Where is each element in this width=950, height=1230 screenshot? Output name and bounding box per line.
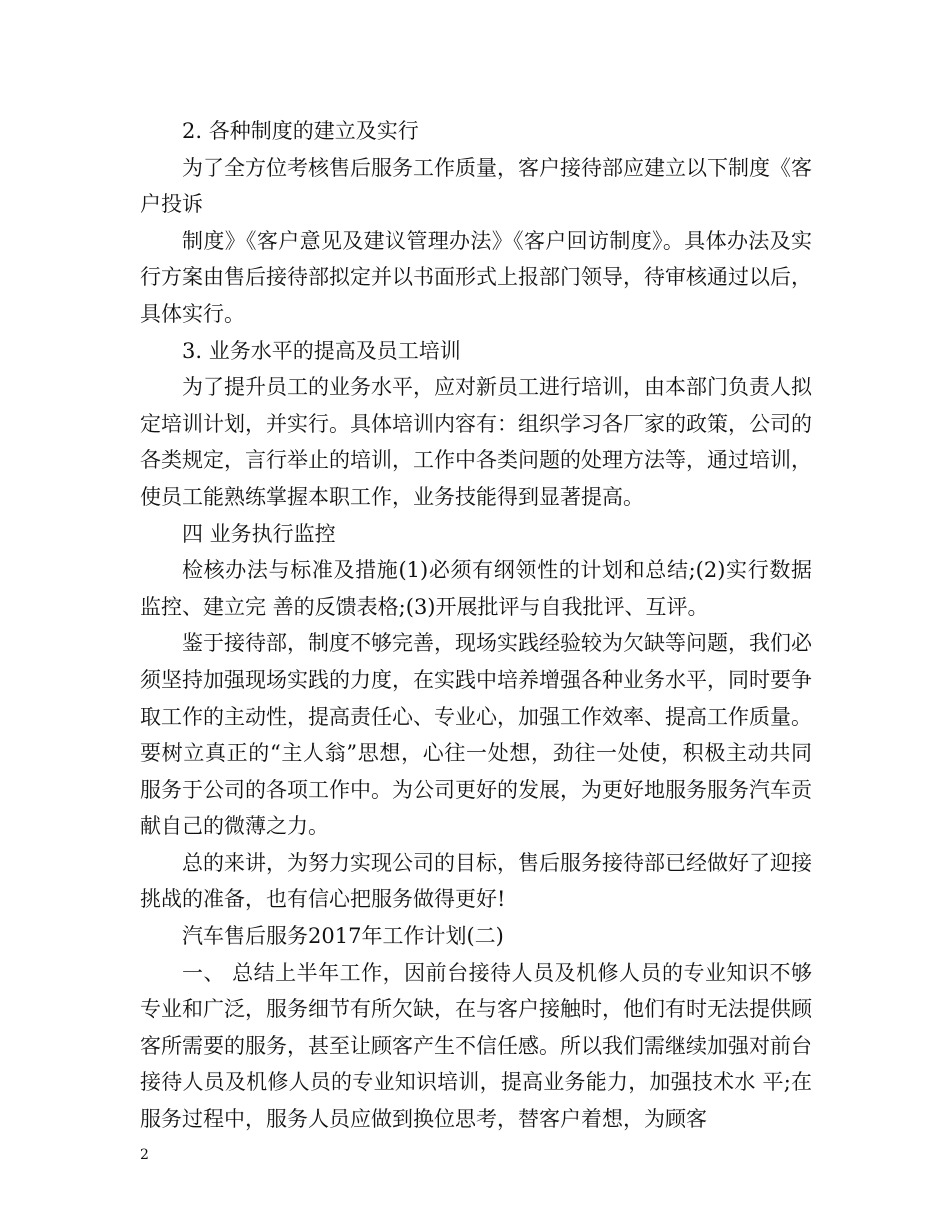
paragraph-first-half-summary: 一、 总结上半年工作，因前台接待人员及机修人员的专业知识不够专业和广泛，服务细节有所欠缺，在与客户接触时，他们有时无法提供顾客所需要的服务，甚至让顾客产生不信任感。所以我们需继续加强对前台接待人员及机修人员的专业知识培训，提高业务能力，加强技术水 平;在服务过程中，服务人员应做到换位思考，替客户着想，为顾客 bbox=[140, 960, 812, 1132]
section-heading-plan-two: 汽车售后服务2017年工作计划(二) bbox=[182, 924, 504, 949]
paragraph-institutions-intro: 为了全方位考核售后服务工作质量，客户接待部应建立以下制度《客户投诉 bbox=[140, 155, 812, 217]
paragraph-conclusion: 总的来讲，为努力实现公司的目标，售后服务接待部已经做好了迎接挑战的准备，也有信心把服务做得更好! bbox=[140, 850, 812, 912]
section-heading-training: 3. 业务水平的提高及员工培训 bbox=[182, 338, 461, 363]
document-body bbox=[140, 113, 812, 1138]
section-heading-monitoring: 四 业务执行监控 bbox=[182, 521, 336, 546]
page-number: 2 bbox=[140, 1147, 149, 1163]
paragraph-monitoring-methods: 检核办法与标准及措施(1)必须有纲领性的计划和总结;(2)实行数据监控、建立完 善的反馈表格;(3)开展批评与自我批评、互评。 bbox=[140, 558, 812, 619]
section-heading-institutions: 2. 各种制度的建立及实行 bbox=[182, 119, 419, 143]
paragraph-institutions-detail: 制度》《客户意见及建议管理办法》《客户回访制度》。具体办法及实行方案由售后接待部拟定并以书面形式上报部门领导，待审核通过以后，具体实行。 bbox=[140, 228, 812, 326]
paragraph-training: 为了提升员工的业务水平，应对新员工进行培训，由本部门负责人拟定培训计划，并实行。具体培训内容有：组织学习各厂家的政策，公司的各类规定，言行举止的培训，工作中各类问题的处理方法等，通过培训，使员工能熟练掌握本职工作，业务技能得到显著提高。 bbox=[140, 375, 812, 509]
paragraph-reception-practice: 鉴于接待部，制度不够完善，现场实践经验较为欠缺等问题，我们必须坚持加强现场实践的力度，在实践中培养增强各种业务水平，同时要争取工作的主动性，提高责任心、专业心，加强工作效率、提高工作质量。要树立真正的“主人翁”思想，心往一处想，劲往一处使，积极主动共同服务于公司的各项工作中。为公司更好的发展，为更好地服务服务汽车贡献自己的微薄之力。 bbox=[140, 631, 812, 839]
